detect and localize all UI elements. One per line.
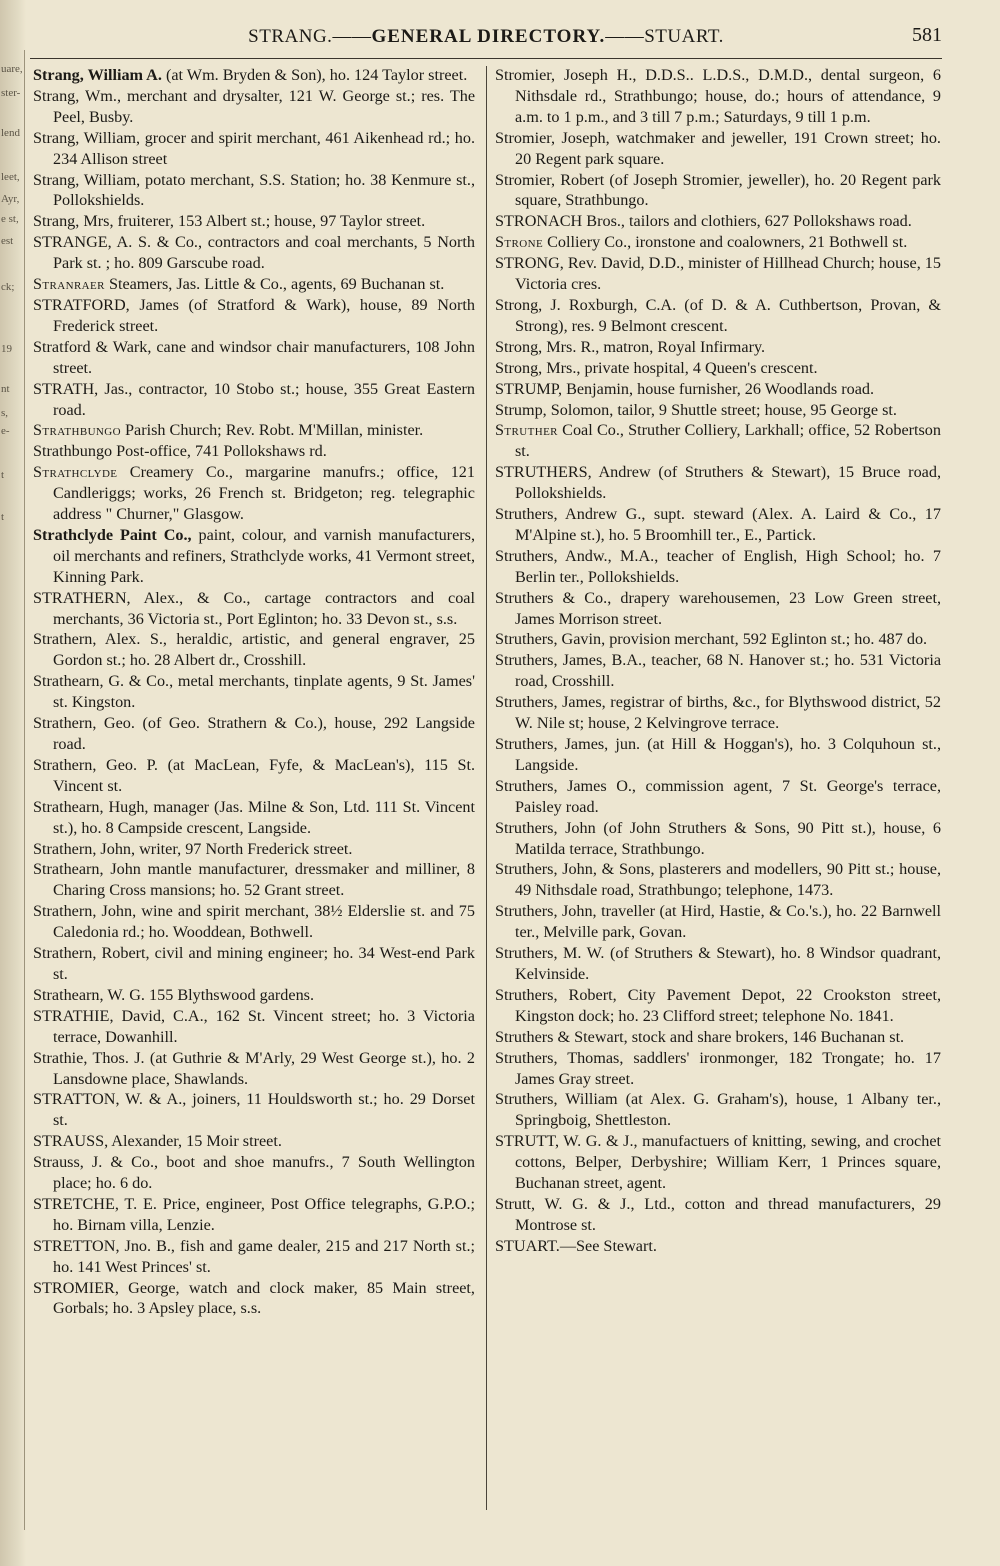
entry-name: STRATHERN, Alex., & Co., [33,588,251,607]
directory-entry [495,692,941,734]
entry-name: Struthers & Stewart, [495,1027,628,1046]
directory-entry [495,776,941,818]
directory-entry [33,274,475,295]
entry-name: Struthers, Robert, [495,985,617,1004]
entry-details: cane and windsor chair manufacturers, 108 John street. [53,337,475,377]
entry-name: Struthers, William [495,1090,618,1109]
margin-fragment: uare, [1,63,23,75]
directory-entry [495,1131,941,1194]
entry-details: merchant and drysalter, 121 W. George st.; res. The Peel, Busby. [53,86,476,126]
entry-details: saddlers' ironmonger, 182 Trongate; ho. 17 James Gray street. [515,1048,941,1088]
margin-fragment: t [1,469,5,481]
directory-entry [33,232,475,274]
entry-name: Struthers, James, [495,693,606,712]
directory-entry [495,588,941,630]
entry-name: Strang, William, [33,128,141,147]
entry-name: STRAUSS, Alexander, [33,1132,183,1151]
entry-name: Stranraer [33,275,105,294]
entry-name: Strathearn, W. G. [33,985,145,1004]
entry-details: contractors and coal merchants, 5 North Park st. ; ho. 809 Garscube road. [53,233,475,273]
margin-fragment: est [1,235,14,247]
margin-fragment: nt [1,383,10,395]
entry-name: Strathbungo [33,421,121,440]
entry-details: D.D.S.. L.D.S., D.M.D., dental surgeon, 6 Nithsdale rd., Strathbungo; house, do.; hours of attendance, 9 a.m. to 1 p.m., and 3 till 7 p.m.; Saturdays, 9 till 1 p.m. [515,66,941,126]
directory-entry [33,943,475,985]
entry-name: Struthers, Andrew G., [495,505,646,524]
entry-details: joiners, 11 Houldsworth st.; ho. 29 Dorset st. [53,1090,475,1130]
directory-entry [33,1194,475,1236]
entry-name: Struthers, M. W. [495,944,605,963]
directory-entry [495,859,941,901]
entry-name: Strong, Mrs., [495,358,581,377]
entry-name: Struthers, James, [495,651,607,670]
directory-entry [495,546,941,588]
directory-entry [33,671,475,713]
directory-entry [495,985,941,1027]
directory-entry [33,985,475,1006]
directory-entry [495,337,941,358]
entry-details: plasterers and modellers, 90 Pitt st.; house, 49 Nithsdale road, Strathbungo; telephone, 1473. [515,860,941,900]
entry-name: Strathearn, G. & Co., [33,672,174,691]
entry-details: engineer, Post Office telegraphs, G.P.O.; ho. Birnam villa, Lenzie. [53,1194,475,1234]
directory-entry [33,170,475,212]
directory-entry [495,650,941,692]
entry-details: Steamers, Jas. Little & Co., agents, 69 Buchanan st. [104,275,445,294]
entry-details: commission agent, 7 St. George's terrace, Paisley road. [515,776,941,816]
directory-entry [495,358,941,379]
entry-name: Struther [495,421,558,440]
directory-entry [495,1027,941,1048]
entry-details: Creamery Co., margarine manufrs.; office, 121 Candleriggs; works, 26 French st. Bridgeton; reg. telegraphic address " Churner," Glasgow. [53,463,475,524]
entry-details: tailors and clothiers, 627 Pollokshaws road. [624,212,912,231]
directory-entry [33,420,475,441]
margin-fragment: e st, [1,213,19,225]
header-right-word: STUART. [644,26,724,47]
entry-name: STRATH, Jas., [33,379,133,398]
entry-name: Strone [495,233,544,252]
directory-entry [33,1131,475,1152]
page-number: 581 [912,24,942,46]
directory-entry [33,525,475,588]
entry-details: manufactuers of knitting, sewing, and crochet cottons, Belper, Derbyshire; William Kerr, 1 Princes square, Buchanan street, agent. [515,1132,941,1193]
directory-entry [33,588,475,630]
entry-details: B.A., teacher, 68 N. Hanover st.; ho. 531 Victoria road, Crosshill. [515,651,942,691]
directory-entry [33,629,475,671]
directory-entry [33,128,475,170]
entry-name: Strump, Solomon, [495,400,614,419]
entry-name: Strang, Wm., [33,86,121,105]
entry-details: boot and shoe manufrs., 7 South Wellington place; ho. 6 do. [53,1153,475,1193]
margin-fragment: leet, [1,171,20,183]
entry-name: Strong, Mrs. R., [495,337,600,356]
directory-entry [33,1278,475,1320]
directory-entry [33,337,475,379]
entry-details: cotton and thread manufacturers, 29 Montrose st. [515,1194,941,1234]
directory-entry [33,797,475,839]
entry-name: Struthers & Co., [495,588,612,607]
entry-name: Strang, William A. [33,66,162,84]
directory-entry [33,1048,475,1090]
entry-name: STRONACH Bros., [495,212,625,231]
entry-details: wine and spirit merchant, 38½ Elderslie st. and 75 Caledonia rd.; ho. Wooddean, Bothwell. [53,902,475,942]
directory-entry [33,211,475,232]
entry-name: Struthers, John, [495,902,597,921]
directory-entry [33,441,475,462]
directory-entry [495,232,941,253]
entry-name: STRUMP, Benjamin, [495,379,634,398]
directory-entry [495,462,941,504]
directory-entry [33,86,475,128]
margin-fragment: 19 [1,343,12,355]
entry-name: Strang, Mrs, [33,212,114,231]
entry-name: STRATHIE, David, [33,1006,166,1025]
entry-details: cartage contractors and coal merchants, 36 Victoria st., Port Eglinton; ho. 33 Devon st., s.s. [53,588,475,628]
directory-entry [495,65,941,128]
entry-name: Struthers, Thomas, [495,1048,624,1067]
entry-details: (of Joseph Stromier, jeweller), ho. 20 Regent park square, Strathbungo. [515,170,941,210]
entry-details: M.A., teacher of English, High School; ho. 7 Berlin ter., Pollokshields. [515,546,941,586]
entry-name: Strathclyde [33,463,118,482]
entry-name: Strathern, Geo. [33,714,135,733]
entry-name: Strathearn, John [33,860,141,879]
header-rule [30,58,942,59]
entry-details: (of John Struthers & Sons, 90 Pitt st.), house, 6 Matilda terrace, Strathbungo. [515,818,942,858]
directory-entry [33,1152,475,1194]
entry-details: tailor, 9 Shuttle street; house, 95 George st. [613,400,897,419]
entry-name: Strong, J. Roxburgh, [495,295,638,314]
entry-details: (of Struthers & Stewart), 15 Bruce road, Pollokshields. [515,463,941,503]
entry-details: drapery warehousemen, 23 Low Green street, James Morrison street. [515,588,941,628]
directory-entry [33,859,475,901]
margin-fragment: Ayr, [1,193,20,205]
entry-details: grocer and spirit merchant, 461 Aikenhead rd.; ho. 234 Allison street [53,128,475,168]
entry-details: 15 Moir street. [182,1132,282,1151]
directory-entry [495,1048,941,1090]
entry-details: stock and share brokers, 146 Buchanan st. [627,1027,905,1046]
entry-name: STRETTON, Jno. B., [33,1236,175,1255]
directory-entry [33,901,475,943]
entry-details: D.D., minister of Hillhead Church; house, 15 Victoria cres. [515,254,941,294]
margin-fragment: lend [1,127,20,139]
entry-name: Strathclyde Paint Co., [33,525,192,544]
entry-details: watch and clock maker, 85 Main street, Gorbals; ho. 3 Apsley place, s.s. [53,1278,475,1318]
entry-details: fish and game dealer, 215 and 217 North st.; ho. 141 West Princes' st. [53,1236,475,1276]
entry-name: Struthers, Gavin, [495,630,606,649]
directory-entry [495,211,941,232]
directory-entry [495,734,941,776]
directory-entry [33,65,475,86]
column-divider [486,66,487,1510]
margin-fragment: s, [1,407,9,419]
margin-fragment: ck; [1,281,15,293]
entry-details: manager (Jas. Milne & Son, Ltd. 111 St. Vincent st.), ho. 8 Campside crescent, Langside. [53,797,475,837]
entry-details: 155 Blythswood gardens. [144,985,315,1004]
entry-details: provision merchant, 592 Eglinton st.; ho. 487 do. [605,630,928,649]
entry-details: mantle manufacturer, dressmaker and milliner, 8 Charing Cross mansions; ho. 52 Grant street. [53,860,475,900]
entry-name: Stromier, Robert [495,170,605,189]
entry-name: Strathie, Thos. J. [33,1048,145,1067]
entry-details: metal merchants, tinplate agents, 9 St. James' st. Kingston. [53,672,475,712]
entry-details: Coal Co., Struther Colliery, Larkhall; office, 52 Robertson st. [515,421,941,461]
directory-entry [495,504,941,546]
entry-details: (of Struthers & Stewart), ho. 8 Windsor quadrant, Kelvinside. [515,944,941,983]
directory-entry [495,253,941,295]
entry-details: (at MacLean, Fyfe, & MacLean's), 115 St. Vincent st. [53,755,476,795]
entry-name: Strathern, John, [33,902,137,921]
entry-name: Strathearn, Hugh, [33,797,149,816]
entry-details: paint, colour, and varnish manufacturers, oil merchants and refiners, Strathclyde works, 41 Vermont street, Kinning Park. [53,525,475,586]
entry-details: matron, Royal Infirmary. [599,337,766,356]
entry-name: Stratford & Wark, [33,337,152,356]
entry-name: Strathbungo Post-office, [33,442,191,461]
entry-name: STRANGE, A. S. & Co., [33,233,203,252]
header-title: STRANG.——GENERAL DIRECTORY.——STUART. [248,26,724,47]
entry-details: registrar of births, &c., for Blythswood district, 52 W. Nile st; house, 2 Kelvingrove terrace. [515,693,941,733]
entry-details: watchmaker and jeweller, 191 Crown street; ho. 20 Regent park square. [515,128,941,168]
entry-details: house furnisher, 26 Woodlands road. [633,379,875,398]
directory-entry [33,1006,475,1048]
directory-entry [495,400,941,421]
directory-entry [33,462,475,525]
entry-name: STRATTON, W. & A., [33,1090,187,1109]
directory-entry [33,839,475,860]
binding-gutter [0,0,26,1566]
entry-name: Strutt, W. G. & J., Ltd., [495,1194,675,1213]
entry-details: traveller (at Hird, Hastie, & Co.'s.), ho. 22 Barnwell ter., Melville park, Govan. [515,902,941,942]
directory-entry [33,713,475,755]
entry-details: (at Hill & Hoggan's), ho. 3 Colquhoun st., Langside. [515,735,942,774]
entry-details: (at Alex. G. Graham's), house, 1 Albany ter., Springboig, Shettleston. [515,1090,942,1130]
entry-name: STROMIER, George, [33,1278,180,1297]
entry-name: STRUTHERS, Andrew [495,463,651,482]
entry-details: (of Stratford & Wark), house, 89 North Frederick street. [53,295,475,335]
entry-name: Struthers, James O., [495,776,636,795]
directory-entry [33,1236,475,1278]
margin-fragment: t [1,511,5,523]
entry-details: (at Wm. Bryden & Son), ho. 124 Taylor street. [161,66,468,84]
entry-name: Strathern, Alex. S., [33,630,167,649]
entry-details: writer, 97 North Frederick street. [135,839,353,858]
entry-details: private hospital, 4 Queen's crescent. [580,358,818,377]
directory-entry [33,295,475,337]
left-column [33,65,475,1319]
entry-details: heraldic, artistic, and general engraver, 25 Gordon st.; ho. 28 Albert dr., Crosshill. [53,630,475,670]
entry-name: STRONG, Rev. David, [495,254,645,273]
entry-details: potato merchant, S.S. Station; ho. 38 Kenmure st., Pollokshields. [53,170,475,210]
entry-details: City Pavement Depot, 22 Crookston street, Kingston dock; ho. 23 Clifford street; telephone No. 1841. [515,985,941,1025]
entry-name: Struthers, James, jun. [495,735,641,753]
directory-entry [495,1236,941,1257]
right-column [495,65,941,1257]
directory-entry [33,1089,475,1131]
margin-fragment: e- [1,425,10,437]
header-center: GENERAL DIRECTORY. [371,26,606,47]
directory-entry [495,128,941,170]
header-left-word: STRANG. [248,26,333,47]
entry-name: STRUTT, W. G. & J., [495,1132,638,1151]
directory-entry [495,1089,941,1131]
directory-entry [495,420,941,462]
entry-details: C.A., 162 St. Vincent street; ho. 3 Victoria terrace, Dowanhill. [53,1006,475,1046]
entry-name: Struthers, Andw., [495,546,612,565]
entry-name: STUART. [495,1236,560,1255]
entry-name: Strathern, John, [33,839,136,858]
entry-name: Stromier, Joseph, [495,128,610,147]
directory-entry [495,629,941,650]
directory-entry [495,295,941,337]
entry-details: Parish Church; Rev. Robt. M'Millan, minister. [120,421,424,440]
entry-details: 741 Pollokshaws rd. [190,442,327,461]
entry-name: STRATFORD, James [33,295,179,314]
entry-name: Stromier, Joseph H., [495,66,637,84]
entry-details: —See Stewart. [559,1236,657,1255]
entry-name: STRETCHE, T. E. Price, [33,1194,201,1213]
entry-details: Colliery Co., ironstone and coalowners, 21 Bothwell st. [543,233,908,252]
directory-entry [495,379,941,400]
directory-entry [495,170,941,212]
directory-entry [495,901,941,943]
entry-name: Struthers, John, & Sons, [495,860,655,879]
entry-name: Strauss, J. & Co., [33,1153,159,1172]
entry-name: Strathern, Robert, [33,944,150,963]
entry-details: fruiterer, 153 Albert st.; house, 97 Taylor street. [113,212,426,231]
directory-entry [495,943,941,985]
entry-details: supt. steward (Alex. A. Laird & Co., 17 M'Alpine st.), ho. 5 Broomhill ter., E., Partick. [515,505,941,544]
directory-entry [495,1194,941,1236]
entry-details: contractor, 10 Stobo st.; house, 355 Great Eastern road. [53,379,475,419]
entry-name: Strathern, Geo. P. [33,755,158,774]
entry-name: Struthers, John [495,818,596,837]
entry-name: Strang, William, [33,170,141,189]
entry-details: (of Geo. Strathern & Co.), house, 292 Langside road. [53,714,475,753]
entry-details: (at Guthrie & M'Arly, 29 West George st.), ho. 2 Lansdowne place, Shawlands. [53,1048,475,1088]
margin-fragment: ster- [1,87,21,99]
entry-details: civil and mining engineer; ho. 34 West-end Park st. [53,944,475,983]
gutter-edge-line [24,50,25,1530]
entry-details: C.A. (of D. & A. Cuthbertson, Provan, & Strong), res. 9 Belmont crescent. [515,295,942,335]
directory-entry [33,755,475,797]
running-header [30,22,942,54]
directory-entry [495,818,941,860]
directory-entry [33,379,475,421]
